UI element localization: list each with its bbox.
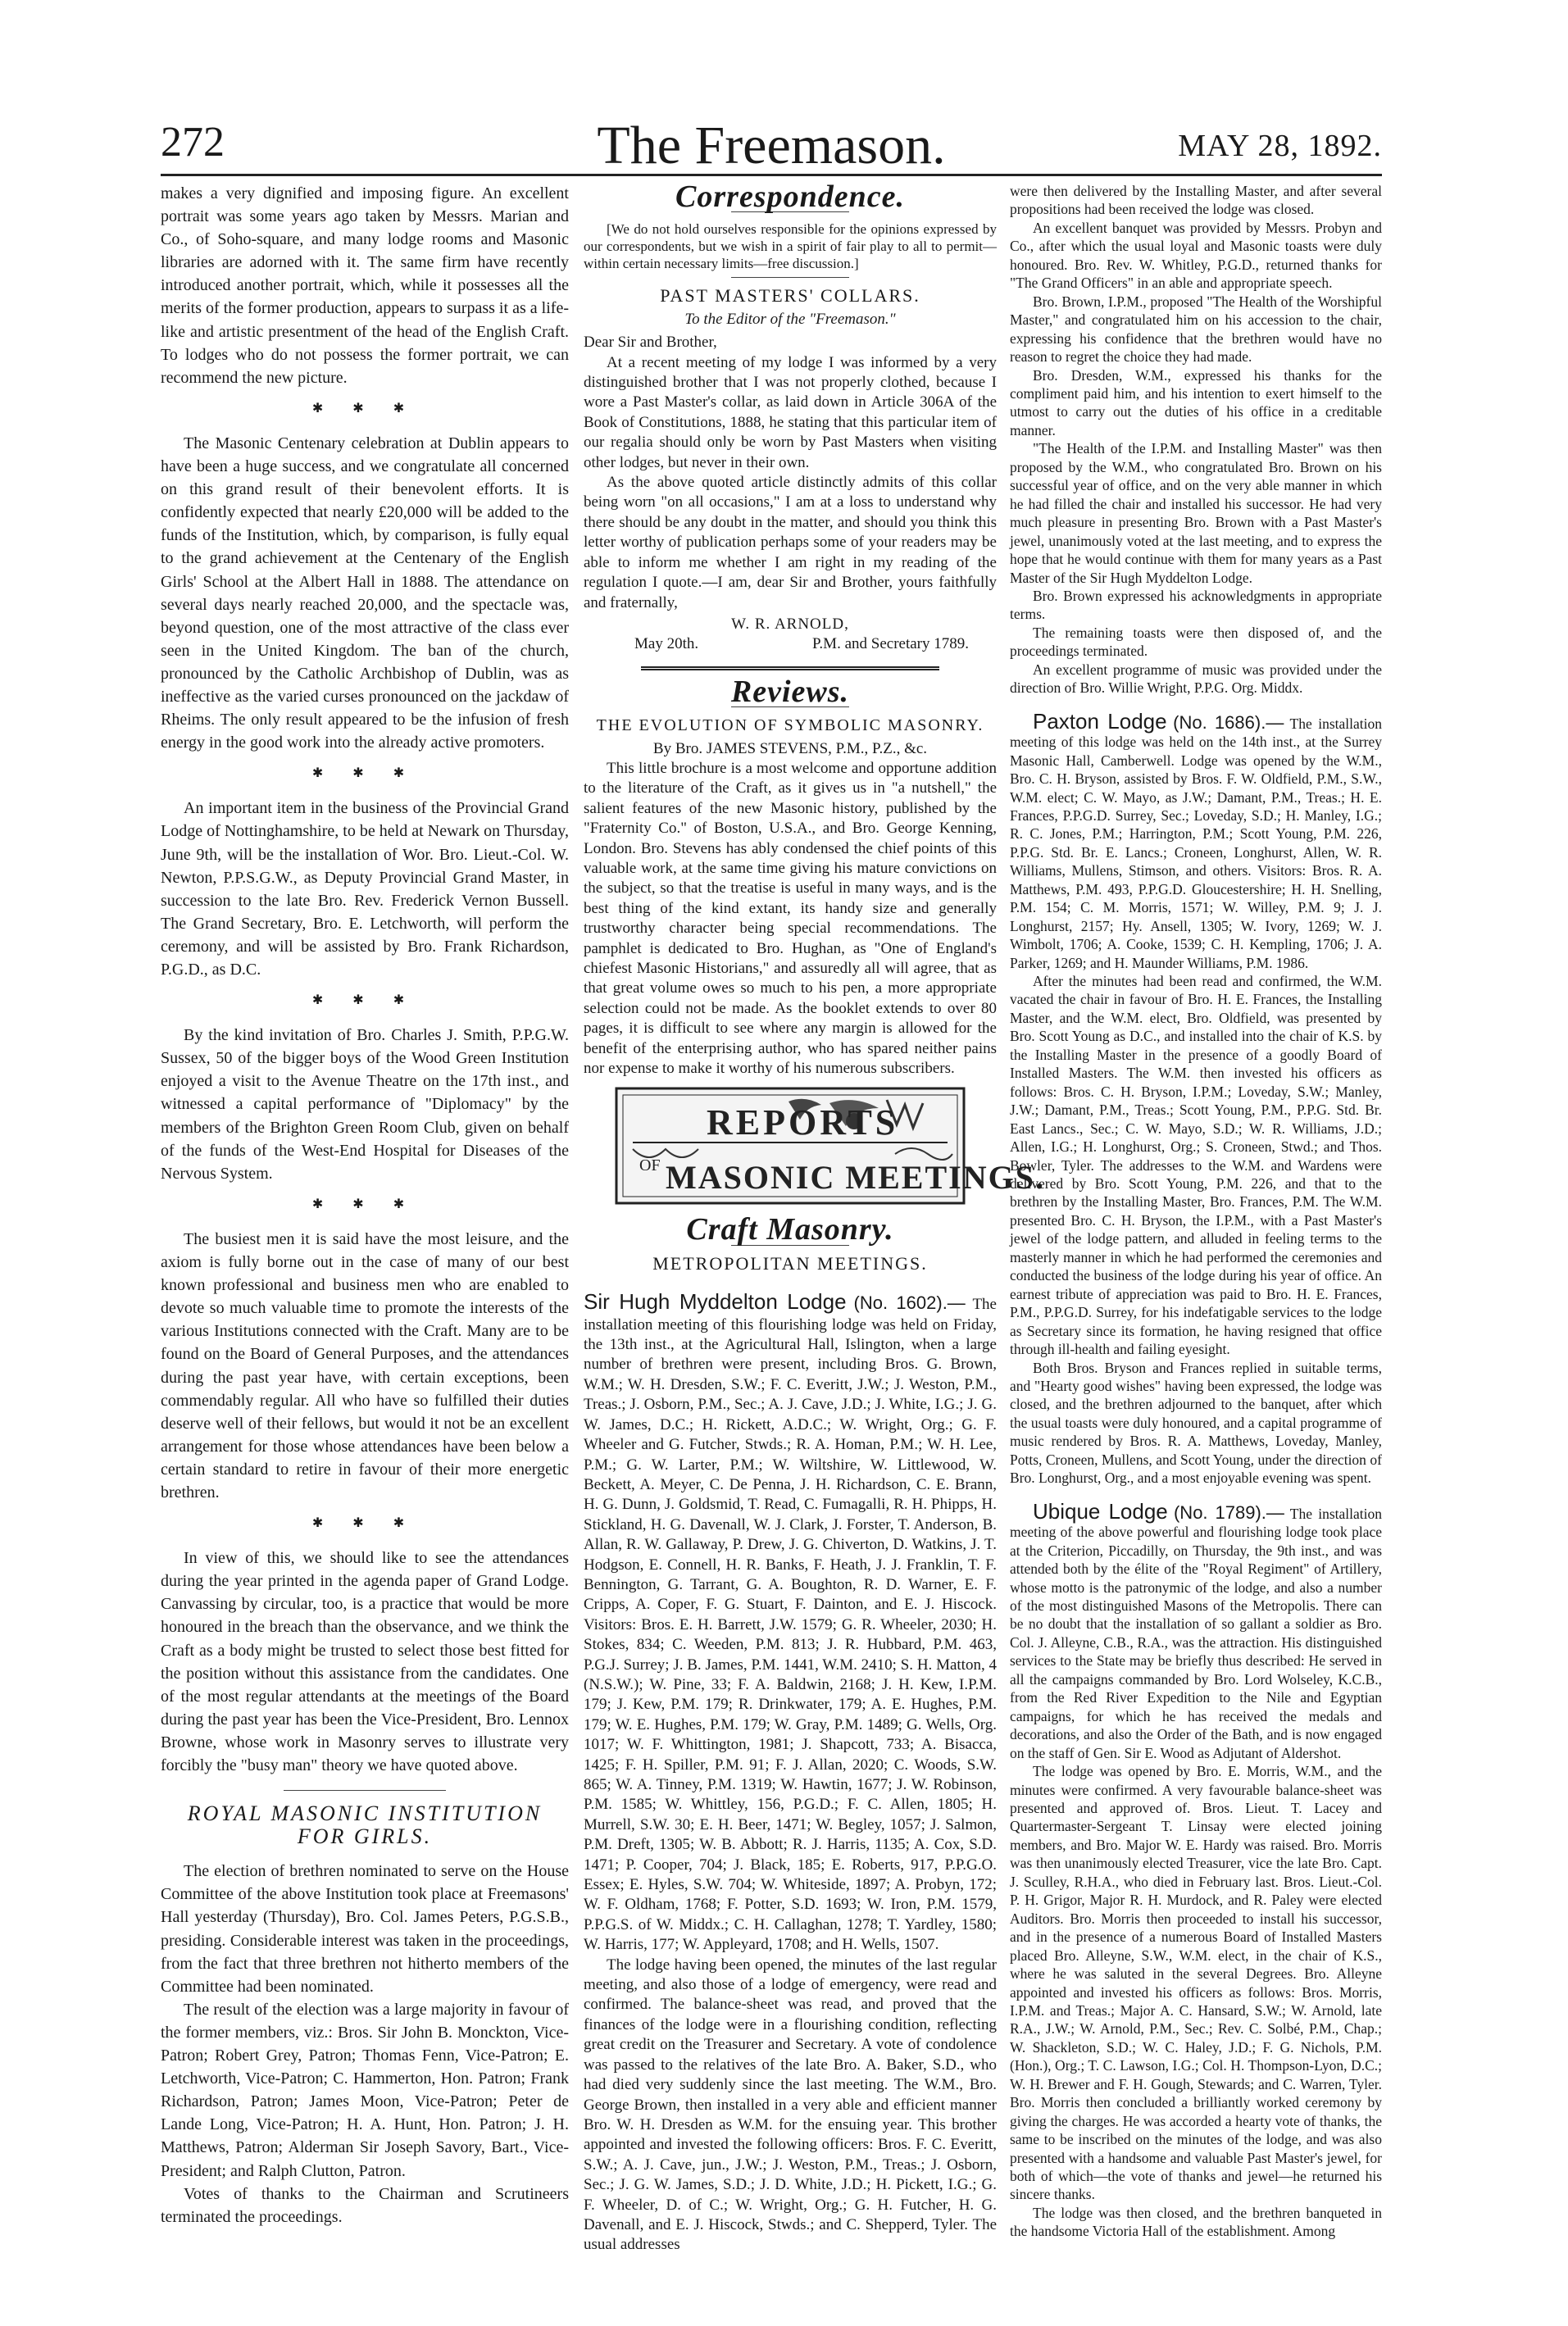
letter-signature: W. R. ARNOLD, [731, 615, 849, 633]
masthead-rule [161, 174, 1382, 176]
metropolitan-meetings-heading: METROPOLITAN MEETINGS. [652, 1252, 928, 1274]
letter-date: May 20th. [634, 635, 699, 653]
paragraph: In view of this, we should like to see the attendances during the year printed in the agenda paper of Grand Lodge. Canvassing by circular, too, is a practice that would be more honoured in the breach than the observance, and we think the Craft as a body might be trusted to select those best fitted for the position without this assistance from the candidates. One of the most regular attendants at the meetings of the Board during the past year has been the Vice-President, Bro. Lennox Browne, whose work in Masonry serves to illustrate very forcibly the "busy man" theory we have quoted above. [161, 1549, 569, 1774]
lodge-report-paragraph: The lodge having been opened, the minutes of the last regular meeting, and also those of a lodge of emergency, were read and confirmed. The balance-sheet was read, and proved that the finances of the lodge were in a flourishing condition, reflecting great credit on the Treasurer and Secretary. A vote of condolence was passed to the relatives of the late Bro. A. Baker, S.D., who had died very suddenly since the last meeting. The W.M., Bro. George Brown, then installed in a very able and efficient manner Bro. W. H. Dresden as W.M. for the ensuing year. This brother appointed and invested the following officers: Bros. F. C. Everitt, S.W.; A. J. Cave, jun., J.W.; J. Weston, P.M., Treas.; J. Osborn, Sec.; J. G. W. James, S.D.; J. D. White, J.D.; H. Pickett, I.G.; G. F. Wheeler, D. of C.; W. Wright, Org.; G. H. Futcher, H. G. Davenall, and E. J. Hiscock, Stwds.; and C. Shepperd, Tyler. The usual addresses [584, 1956, 997, 2254]
decorative-banner-graphic [584, 1085, 1045, 1208]
lodge-number: (No. 1686).— [1173, 711, 1284, 733]
paragraph: Both Bros. Bryson and Frances replied in suitable terms, and "Hearty good wishes" having been expressed, the lodge was closed, and the brethren adjourned to the banquet, after which the usual toasts were duly honoured, and a capital programme of music rendered by Bros. R. A. Matthews, Loveday, Manley, Potts, Croneen, Mullens, and Scott Young, under the direction of Bro. Longhurst, Org., and a most enjoyable evening was spent. [1010, 1359, 1382, 1487]
paragraph: The busiest men it is said have the most leisure, and the axiom is fully borne out in the case of many of our best known professional and business men who are enabled to devote so much valuable time to promote the interests of the various Institutions connected with the Craft. Many are to be found on the Board of General Purposes, and the attendances during the past year have, with certain exceptions, been commendably regular. All who have so fulfilled their duties deserve well of their fellows, but would it not be an excellent arrangement for those whose attendances have been below a certain standard to retire in favour of their more energetic brethren. [161, 1229, 569, 1501]
paragraph: An important item in the business of the Provincial Grand Lodge of Nottinghamshire, to be held at Newark on Thursday, June 9th, will be the installation of Wor. Bro. Lieut.-Col. W. Newton, P.P.S.G.W., as Deputy Provincial Grand Master, in succession to the late Bro. Rev. Frederick Vernon Bussell. The Grand Secretary, Bro. E. Letchworth, will perform the ceremony, and will be assisted by Bro. Frank Richardson, P.G.D., as D.C. [161, 799, 569, 979]
banner-text-of: OF [639, 1156, 661, 1175]
star-divider: ✱ ✱ ✱ [311, 1197, 418, 1211]
column-1 [161, 182, 569, 2228]
star-divider: ✱ ✱ ✱ [311, 401, 418, 416]
reviews-heading: Reviews. [730, 674, 850, 709]
star-divider: ✱ ✱ ✱ [311, 1516, 418, 1531]
letter-title: PAST MASTERS' COLLARS. [660, 285, 920, 307]
review-paragraph: This little brochure is a most welcome and opportune addition to the literature of the Craft, as it gives us in "a nutshell," the salient features of the new Masonic history, published by the "Fraternity Co." of Boston, U.S.A., and Bro. George Kenning, London. Bro. Stevens has ably condensed the chief points of this valuable work, at the same time giving his mature convictions on the subject, so that the treatise is useful in many ways, and is the best thing of the kind extant, its handy size and generally trustworthy character being special recommendations. The pamphlet is dedicated to Bro. Hughan, as "One of England's chiefest Masonic Historians," and assuredly all will agree, that as that great volume owes so much to his pen, a more appropriate selection could not be made. As the booklet extends to over 80 pages, it is difficult to see where any margin is allowed for the benefit of the enterprising author, who has spared neither pains nor expense to make it worthy of his numerous subscribers. [584, 759, 997, 1078]
page-number: 272 [161, 119, 225, 166]
star-divider: ✱ ✱ ✱ [311, 993, 418, 1008]
paragraph: An excellent banquet was provided by Messrs. Probyn and Co., after which the usual loyal and Masonic toasts were duly honoured. Bro. Rev. W. Whitley, P.G.D., returned thanks for "The Grand Officers" in an able and appropriate speech. [1010, 219, 1382, 292]
lodge-report-text: The installation meeting of this flourishing lodge was held on Friday, the 13th inst., at the Agricultural Hall, Islington, when a large number of brethren were present, including Bros. G. Brown, W.M.; W. H. Dresden, S.W.; F. C. Everitt, J.W.; J. Weston, P.M., Treas.; J. Osborn, P.M., Sec.; A. J. Cave, J.D.; J. White, I.G.; J. G. W. James, D.C.; H. Rickett, A.D.C.; W. Wright, Org.; G. F. Wheeler and G. Futcher, Stwds.; R. A. Homan, P.M.; W. H. Lee, P.M.; G. W. Larter, P.M.; W. Wiltshire, W. Littlewood, W. Beckett, A. Meyer, C. De Penna, J. H. Richardson, C. E. Brann, H. G. Dunn, J. Goldsmid, T. Read, C. Fumagalli, R. H. Phipps, H. Stickland, H. G. Davenall, W. J. Clark, J. Forster, T. Anderson, B. Allan, R. W. Gallaway, P. Drew, J. G. Chiverton, D. Watkins, J. T. Hodgson, E. Connell, H. R. Banks, F. Heath, J. J. Franklin, T. F. Bennington, G. Tarrant, G. A. Boughton, R. D. Warner, E. F. Cripps, A. Coper, F. G. Stuart, F. Dainton, and E. J. Hiscock. Visitors: Bros. E. H. Barrett, J.W. 1579; G. R. Wheeler, 2030; H. Stokes, 834; C. Weeden, P.M. 813; J. R. Hubbard, P.M. 463, P.G.J. Surrey; J. B. James, P.M. 1441, W.M. 2410; S. H. Matton, 4 (N.S.W.); W. Pine, 33; F. A. Baldwin, 2168; J. H. Kew, I.P.M. 179; J. Kew, P.M. 179; R. Drinkwater, 179; A. E. Hughes, P.M. 179; W. E. Hughes, P.M. 179; W. Gray, P.M. 1489; G. Wells, Org. 1017; W. F. Whittington, 1981; J. Shapcott, 733; A. Bisacca, 1425; F. H. Spiller, P.M. 91; F. J. Allan, 2020; C. Woods, S.W. 865; W. A. Tinney, P.M. 1319; W. Hawtin, 1677; J. W. Robinson, P.M. 1585; W. Whittley, 156, P.G.D.; F. C. Allen, 1805; H. Murrell, S.W. 30; E. H. Beer, 1471; W. Begley, 1057; J. Salmon, P.M. Dreft, 1305; W. B. Abbott; R. J. Harris, 1135; A. Cox, S.D. 1471; P. Cooper, 704; J. Black, 185; E. Roberts, 917, P.P.G.O. Essex; E. Hyles, S.W. 704; W. Whiteside, 1897; A. Probyn, 172; W. F. Oldham, 1768; F. Potter, S.D. 1693; W. Iron, P.M. 1579, P.P.G.S. of W. Middx.; C. H. Callaghan, 1278; T. Yardley, 1580; W. Harris, 177; W. Appleyard, 1708; and H. Wells, 1507. [584, 1296, 997, 1954]
paragraph: The remaining toasts were then disposed of, and the proceedings terminated. [1010, 624, 1382, 660]
paragraph: The Masonic Centenary celebration at Dublin appears to have been a huge success, and we congratulate all concerned on this grand result of their benevolent efforts. It is confidently expected that nearly £20,000 will be added to the funds of the Institution, which, by comparison, is fully equal to the grand achievement at the Centenary of the English Girls' School at the Albert Hall in 1888. The attendance on several days nearly reached 20,000, and the spectacle was, beyond question, one of the most attractive of the class ever seen in the United Kingdom. The ban of the church, pronounced by the Catholic Archbishop of Dublin, was as ineffective as the varied curses pronounced on the jackdaw of Rheims. The only result appeared to be the infusion of fresh energy in the good work into the already active promoters. [161, 434, 569, 752]
lodge-name: Sir Hugh Myddelton Lodge [584, 1289, 847, 1315]
masthead [161, 115, 1382, 175]
publication-title: The Freemason. [597, 116, 946, 175]
letter-position: P.M. and Secretary 1789. [811, 635, 969, 653]
lodge-number: (No. 1602).— [853, 1292, 966, 1314]
paragraph: The lodge was opened by Bro. E. Morris, W.M., and the minutes were confirmed. A very favourable balance-sheet was presented and approved of. Bros. Lieut. T. Lacey and Quartermaster-Sergeant T. Linsay were elected joining members, and Bro. Major W. E. Hardy was raised. Bro. Morris was then unanimously elected Treasurer, vice the late Bro. Capt. J. Sculley, R.H.A., who died in February last. Bros. Lieut.-Col. P. H. Grigor, Major R. H. Murdock, and R. Paley were elected Auditors. Bro. Morris then proceeded to install his successor, and in the presence of a numerous Board of Installed Masters placed Bro. Alleyne, S.W., W.M. elect, in the chair of K.S., where he was saluted in the several Degrees. Bro. Alleyne appointed and invested his officers as follows: Bros. Morris, I.P.M. and Treas.; Major A. C. Hansard, S.W.; W. Arnold, late R.A., J.W.; W. Arnold, P.M., Sec.; Rev. C. Solbé, P.M., Chap.; W. Shackleton, S.D.; W. C. Haley, J.D.; F. G. Nichols, P.M. (Hon.), Org.; T. C. Lawson, I.G.; Col. H. Thompson-Lyon, D.C.; W. H. Brewer and F. H. Gough, Stewards; and C. Warren, Tyler. Bro. Morris then concluded a brilliantly worked ceremony by giving the charges. He was accorded a hearty vote of thanks, the same to be inscribed on the minutes of the lodge, and was also presented with a handsome and valuable Past Master's jewel, for both of which—the vote of thanks and jewel—he returned his sincere thanks. [1010, 1763, 1382, 2203]
lodge-report-paragraph [1010, 708, 1383, 972]
paragraph: By the kind invitation of Bro. Charles J. Smith, P.P.G.W. Sussex, 50 of the bigger boys of the Wood Green Institution enjoyed a visit to the Avenue Theatre on the 17th inst., and witnessed a capital performance of "Diplomacy" by the members of the Brighton Green Room Club, given on behalf of the funds of the West-End Hospital for Diseases of the Nervous System. [161, 1026, 569, 1183]
lodge-report-paragraph [1010, 1498, 1382, 1762]
lodge-report-text: The installation meeting of the above powerful and flourishing lodge took place at the Criterion, Piccadilly, on Thursday, the 9th inst., and was attended both by the élite of the "Royal Regiment" of Artillery, whose motto is the patronymic of the lodge, and also a number of the most distinguished Masons of the Metropolis. There can be no doubt that the installation of so gallant a soldier as Bro. Col. J. Alleyne, C.B., R.A., was the attraction. His distinguished services to the State may be briefly thus described: He served in all the campaigns commanded by Bro. Lord Wolseley, K.C.B., from the Red River Expedition to the Nile and Egyptian campaigns, for which he has received the medals and decorations, and also the Order of the Bath, and is now engaged on the staff of Gen. Sir E. Wood as Adjutant of Aldershot. [1010, 1505, 1382, 1761]
letter-paragraph: As the above quoted article distinctly admits of this collar being worn "on all occasions," I am at a loss to understand why there should be any doubt in the matter, and should you think this letter worthy of publication perhaps some of your readers may be able to inform me whether I am right in my reading of the regulation I quote.—I am, dear Sir and Brother, yours faithfully and fraternally, [584, 474, 997, 611]
paragraph: The election of brethren nominated to serve on the House Committee of the above Institution took place at Freemasons' Hall yesterday (Thursday), Bro. Col. James Peters, P.G.S.B., presiding. Considerable interest was taken in the proceedings, from the fact that three brethren not hitherto members of the Committee had been nominated. [161, 1862, 569, 1996]
column-3 [1010, 182, 1382, 2241]
divider-rule [731, 277, 849, 278]
issue-date: MAY 28, 1892. [1178, 129, 1382, 163]
lodge-report-paragraph [584, 1289, 997, 1955]
banner-text-reports: REPORTS [707, 1102, 899, 1143]
letter-paragraph: At a recent meeting of my lodge I was informed by a very distinguished brother that I was not properly clothed, because I wore a Past Master's collar, as laid down in Article 306A of the Book of Constitutions, 1888, he stating that this particular item of our regalia should only be worn by Past Masters when visiting other lodges, but never in their own. [584, 353, 997, 471]
paragraph: An excellent programme of music was provided under the direction of Bro. Willie Wright, P.P.G. Org. Middx. [1010, 661, 1382, 697]
review-author: By Bro. JAMES STEVENS, P.M., P.Z., &c. [652, 739, 928, 757]
lodge-name: Ubique Lodge [1033, 1498, 1168, 1524]
letter-dateline [584, 634, 997, 654]
lodge-number: (No. 1789).— [1173, 1501, 1284, 1523]
divider-rule [284, 1790, 446, 1791]
paragraph: Bro. Dresden, W.M., expressed his thanks for the compliment paid him, and his intention to exert himself to the utmost to carry out the duties of his office in a creditable manner. [1010, 366, 1382, 438]
star-divider: ✱ ✱ ✱ [311, 766, 418, 781]
reports-of-masonic-meetings-banner [584, 1085, 1045, 1208]
paragraph: After the minutes had been read and confirmed, the W.M. vacated the chair in favour of Bro. H. E. Frances, the Installing Master, and the W.M. elect, Bro. Oldfield, was presented by Bro. Scott Young as D.C., and installed into the chair of K.S. by the Installing Master in the presence of a goodly Board of Installed Masters. The W.M. then invested his officers as follows: Bros. C. H. Bryson, I.P.M.; Loveday, S.W.; Manley, J.W.; Damant, P.M., Treas.; Scott Young, P.M., P.P.G. Std. Br. East Lancs., Sec.; C. W. Mayo, S.D.; W. R. Williams, J.D.; Allen, I.G.; H. Longhurst, Org.; S. Croneen, Stwd.; and Thos. Bowler, Tyler. The addresses to the W.M. and Wardens were delivered by Bro. Scott Young, P.M. 226, and that to the brethren by the Installing Master, Bro. Frances, P.M. The W.M. presented Bro. C. H. Bryson, the I.P.M., with a Past Master's jewel of the lodge pattern, and alluded in feeling terms to the masterly manner in which he had performed the ceremonies and conducted the business of the lodge during his year of office. An earnest tribute of appreciation was paid to Bro. H. E. Frances, P.M., P.P.G.D. Surrey, for his indefatigable services to the lodge as Secretary since its formation, he having resigned that office through ill-health and failing eyesight. [1010, 973, 1382, 1358]
paragraph: Bro. Brown expressed his acknowledgments in appropriate terms. [1010, 587, 1382, 623]
editorial-disclaimer: [We do not hold ourselves responsible for the opinions expressed by our correspondents, but we wish in a spirit of fair play to all to permit—within certain necessary limits—free discussion.] [584, 221, 997, 272]
paragraph: Bro. Brown, I.P.M., proposed "The Health of the Worshipful Master," and congratulated him on his accession to the chair, expressing his confidence that the brethren would have no reason to regret the choice they had made. [1010, 293, 1382, 366]
paragraph: "The Health of the I.P.M. and Installing Master" was then proposed by the W.M., who congratulated Bro. Brown on his successful year of office, and on the very able manner in which he had filled the chair and installed his successor. He had very much pleasure in presenting Bro. Brown with a Past Master's jewel, unanimously voted at the last meeting, and to express the hope that he would continue with them for many years as a Past Master of the Sir Hugh Myddelton Lodge. [1010, 440, 1382, 586]
correspondence-heading: Correspondence. [675, 179, 905, 214]
lodge-name: Paxton Lodge [1033, 708, 1167, 734]
lodge-report-text: The installation meeting of this lodge was held on the 14th inst., at the Surrey Masonic Hall, Camberwell. Lodge was opened by the W.M., Bro. C. H. Bryson, assisted by Bros. F. W. Oldfield, P.M., S.W., W.M. elect; C. W. Mayo, as J.W.; Damant, P.M., Treas.; H. E. Frances, P.P.G.D. Surrey, Sec.; Loveday, S.D.; H. Manley, I.G.; R. C. Jones, P.M.; Harrington, P.M.; Scott Young, P.M. 226, P.P.G. Std. Br. E. Lancs.; Croneen, Longhurst, Allen, W. R. Williams, Mullens, Stimson, and others. Visitors: Bros. R. A. Matthews, P.M. 493, P.P.G.D. Gloucestershire; H. H. Snelling, P.M. 154; C. M. Morris, 1571; W. Willey, P.M. 9; J. J. Longhurst, 2157; Hy. Ansell, 1305; W. Ivory, 1269; W. J. Wimbolt, 1706; A. Cooke, 1539; C. H. Kempling, 1706; J. A. Parker, 1269; and H. Maunder Williams, P.M. 1986. [1010, 715, 1383, 971]
paragraph: were then delivered by the Installing Master, and after several propositions had been received the lodge was closed. [1010, 183, 1382, 218]
review-title: THE EVOLUTION OF SYMBOLIC MASONRY. [596, 716, 984, 735]
column-2 [584, 179, 1045, 2256]
letter-addressee: To the Editor of the "Freemason." [684, 310, 896, 328]
letter-salutation: Dear Sir and Brother, [584, 334, 717, 352]
banner-text-masonic-meetings: MASONIC MEETINGS. [666, 1159, 1045, 1197]
section-rule [641, 666, 939, 670]
craft-masonry-heading: Craft Masonry. [686, 1212, 894, 1247]
girls-institution-heading: ROYAL MASONIC INSTITUTION FOR GIRLS. [187, 1801, 543, 1849]
paragraph: The result of the election was a large majority in favour of the former members, viz.: Bros. Sir John B. Monckton, Vice-Patron; Robert Grey, Patron; Thomas Fenn, Vice-Patron; E. Letchworth, Vice-Patron; C. Hammerton, Hon. Patron; Frank Richardson, Patron; James Moon, Vice-Patron; Peter de Lande Long, Vice-Patron; H. A. Hunt, Hon. Patron; J. H. Matthews, Patron; Alderman Sir Joseph Savory, Bart., Vice-President; and Ralph Clutton, Patron. [161, 2000, 569, 2180]
paragraph: The lodge was then closed, and the brethren banqueted in the handsome Victoria Hall of the establishment. Among [1010, 2204, 1382, 2240]
paragraph: Votes of thanks to the Chairman and Scrutineers terminated the proceedings. [161, 2184, 569, 2226]
paragraph: makes a very dignified and imposing figure. An excellent portrait was some years ago taken by Messrs. Marian and Co., of Soho-square, and many lodge rooms and Masonic libraries are adorned with it. The same firm have recently introduced another portrait, which, while it possesses all the merits of the former production, appears to surpass it as a life-like and artistic presentment of the head of the English Craft. To lodges who do not possess the former portrait, we can recommend the new picture. [161, 184, 569, 387]
